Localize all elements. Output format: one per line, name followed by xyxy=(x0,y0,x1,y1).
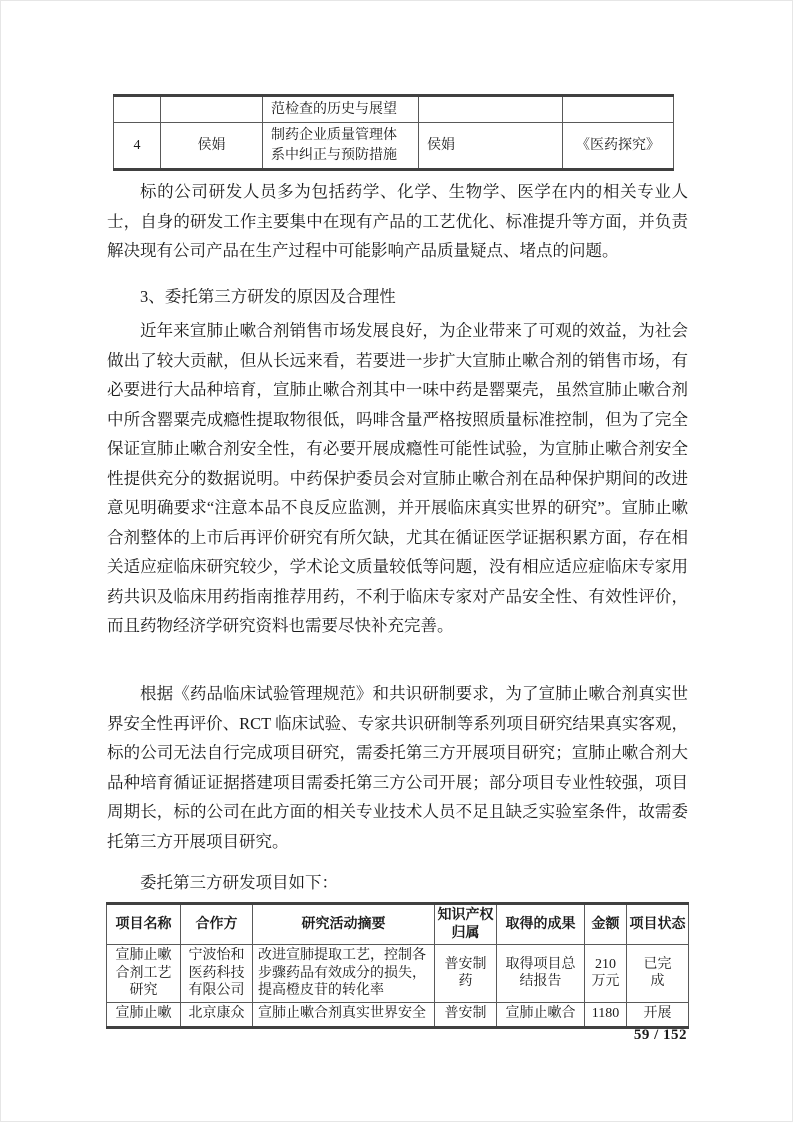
cell-partner: 宁波怡和医药科技有限公司 xyxy=(181,945,253,1003)
cell-partner: 北京康众 xyxy=(181,1002,253,1027)
table-cell-paper-title: 范检查的历史与展望 xyxy=(263,96,419,123)
projects-table xyxy=(106,902,689,1029)
paragraph-outsourcing-reason: 近年来宣肺止嗽合剂销售市场发展良好，为企业带来了可观的效益，为社会做出了较大贡献，但从长远来看，若要进一步扩大宣肺止嗽合剂的销售市场，有必要进行大品种培育，宣肺止嗽合剂其中一味中药是罂粟壳，虽然宣肺止嗽合剂中所含罂粟壳成瘾性提取物很低，吗啡含量严格按照质量标准控制，但为了完全保证宣肺止嗽合剂安全性，有必要开展成瘾性可能性试验，为宣肺止嗽合剂安全性提供充分的数据说明。中药保护委员会对宣肺止嗽合剂在品种保护期间的改进意见明确要求“注意本品不良反应监测，并开展临床真实世界的研究”。宣肺止嗽合剂整体的上市后再评价研究有所欠缺，尤其在循证医学证据积累方面，存在相关适应症临床研究较少，学术论文质量较低等问题，没有相应适应症临床专家用药共识及临床用药指南推荐用药，不利于临床专家对产品安全性、有效性评价，而且药物经济学研究资料也需要尽快补充完善。 xyxy=(107,321,688,635)
table-cell xyxy=(563,96,674,123)
header-project-name: 项目名称 xyxy=(107,904,181,945)
table-cell xyxy=(419,96,563,123)
cell-achievements: 宣肺止嗽合 xyxy=(497,1002,585,1027)
header-partner: 合作方 xyxy=(181,904,253,945)
cell-research-summary: 宣肺止嗽合剂真实世界安全 xyxy=(253,1002,435,1027)
paragraph-rd-staff: 标的公司研发人员多为包括药学、化学、生物学、医学在内的相关专业人士，自身的研发工作主要集中在现有产品的工艺优化、标准提升等方面，并负责解决现有公司产品在生产过程中可能影响产品质量疑点、堵点的问题。 xyxy=(107,182,688,260)
table-row xyxy=(114,96,674,123)
table-cell-author: 侯娟 xyxy=(161,123,263,170)
paragraph-outsourcing-necessity: 根据《药品临床试验管理规范》和共识研制要求，为了宣肺止嗽合剂真实世界安全性再评价、RCT 临床试验、专家共识研制等系列项目研究结果真实客观，标的公司无法自行完成项目研究，需委托第三方开展项目研究；宣肺止嗽合剂大品种培育循证证据搭建项目需委托第三方公司开展；部分项目专业性较强，项目周期长，标的公司在此方面的相关专业技术人员不足且缺乏实验室条件，故需委托第三方开展项目研究。 xyxy=(107,684,688,851)
header-ip-ownership: 知识产权归属 xyxy=(435,904,497,945)
cell-achievements: 取得项目总结报告 xyxy=(497,945,585,1003)
cell-status: 已完成 xyxy=(627,945,689,1003)
cell-status: 开展 xyxy=(627,1002,689,1027)
cell-amount: 210万元 xyxy=(585,945,627,1003)
table-cell-author: 侯娟 xyxy=(419,123,563,170)
cell-research-summary: 改进宣肺提取工艺，控制各步骤药品有效成分的损失，提高橙皮苷的转化率 xyxy=(253,945,435,1003)
header-amount: 金额 xyxy=(585,904,627,945)
table-cell xyxy=(114,96,161,123)
page-number: 59 / 152 xyxy=(633,1027,687,1043)
cell-project-name: 宣肺止嗽 xyxy=(107,1002,181,1027)
table-cell xyxy=(161,96,263,123)
header-research-summary: 研究活动摘要 xyxy=(253,904,435,945)
table-row xyxy=(107,945,689,1003)
cell-ip-ownership: 普安制 xyxy=(435,1002,497,1027)
table-cell-journal: 《医药探究》 xyxy=(563,123,674,170)
table-cell-index: 4 xyxy=(114,123,161,170)
table-header-row xyxy=(107,904,689,945)
papers-table-continued xyxy=(113,94,674,171)
header-achievements: 取得的成果 xyxy=(497,904,585,945)
header-status: 项目状态 xyxy=(627,904,689,945)
table-cell-paper-title: 制药企业质量管理体系中纠正与预防措施 xyxy=(263,123,419,170)
cell-amount: 1180 xyxy=(585,1002,627,1027)
cell-ip-ownership: 普安制药 xyxy=(435,945,497,1003)
paragraph-table-lead-in: 委托第三方研发项目如下： xyxy=(140,873,338,892)
table-row xyxy=(107,1002,689,1027)
section-heading: 3、委托第三方研发的原因及合理性 xyxy=(140,287,396,306)
table-row xyxy=(114,123,674,170)
cell-project-name: 宣肺止嗽合剂工艺研究 xyxy=(107,945,181,1003)
